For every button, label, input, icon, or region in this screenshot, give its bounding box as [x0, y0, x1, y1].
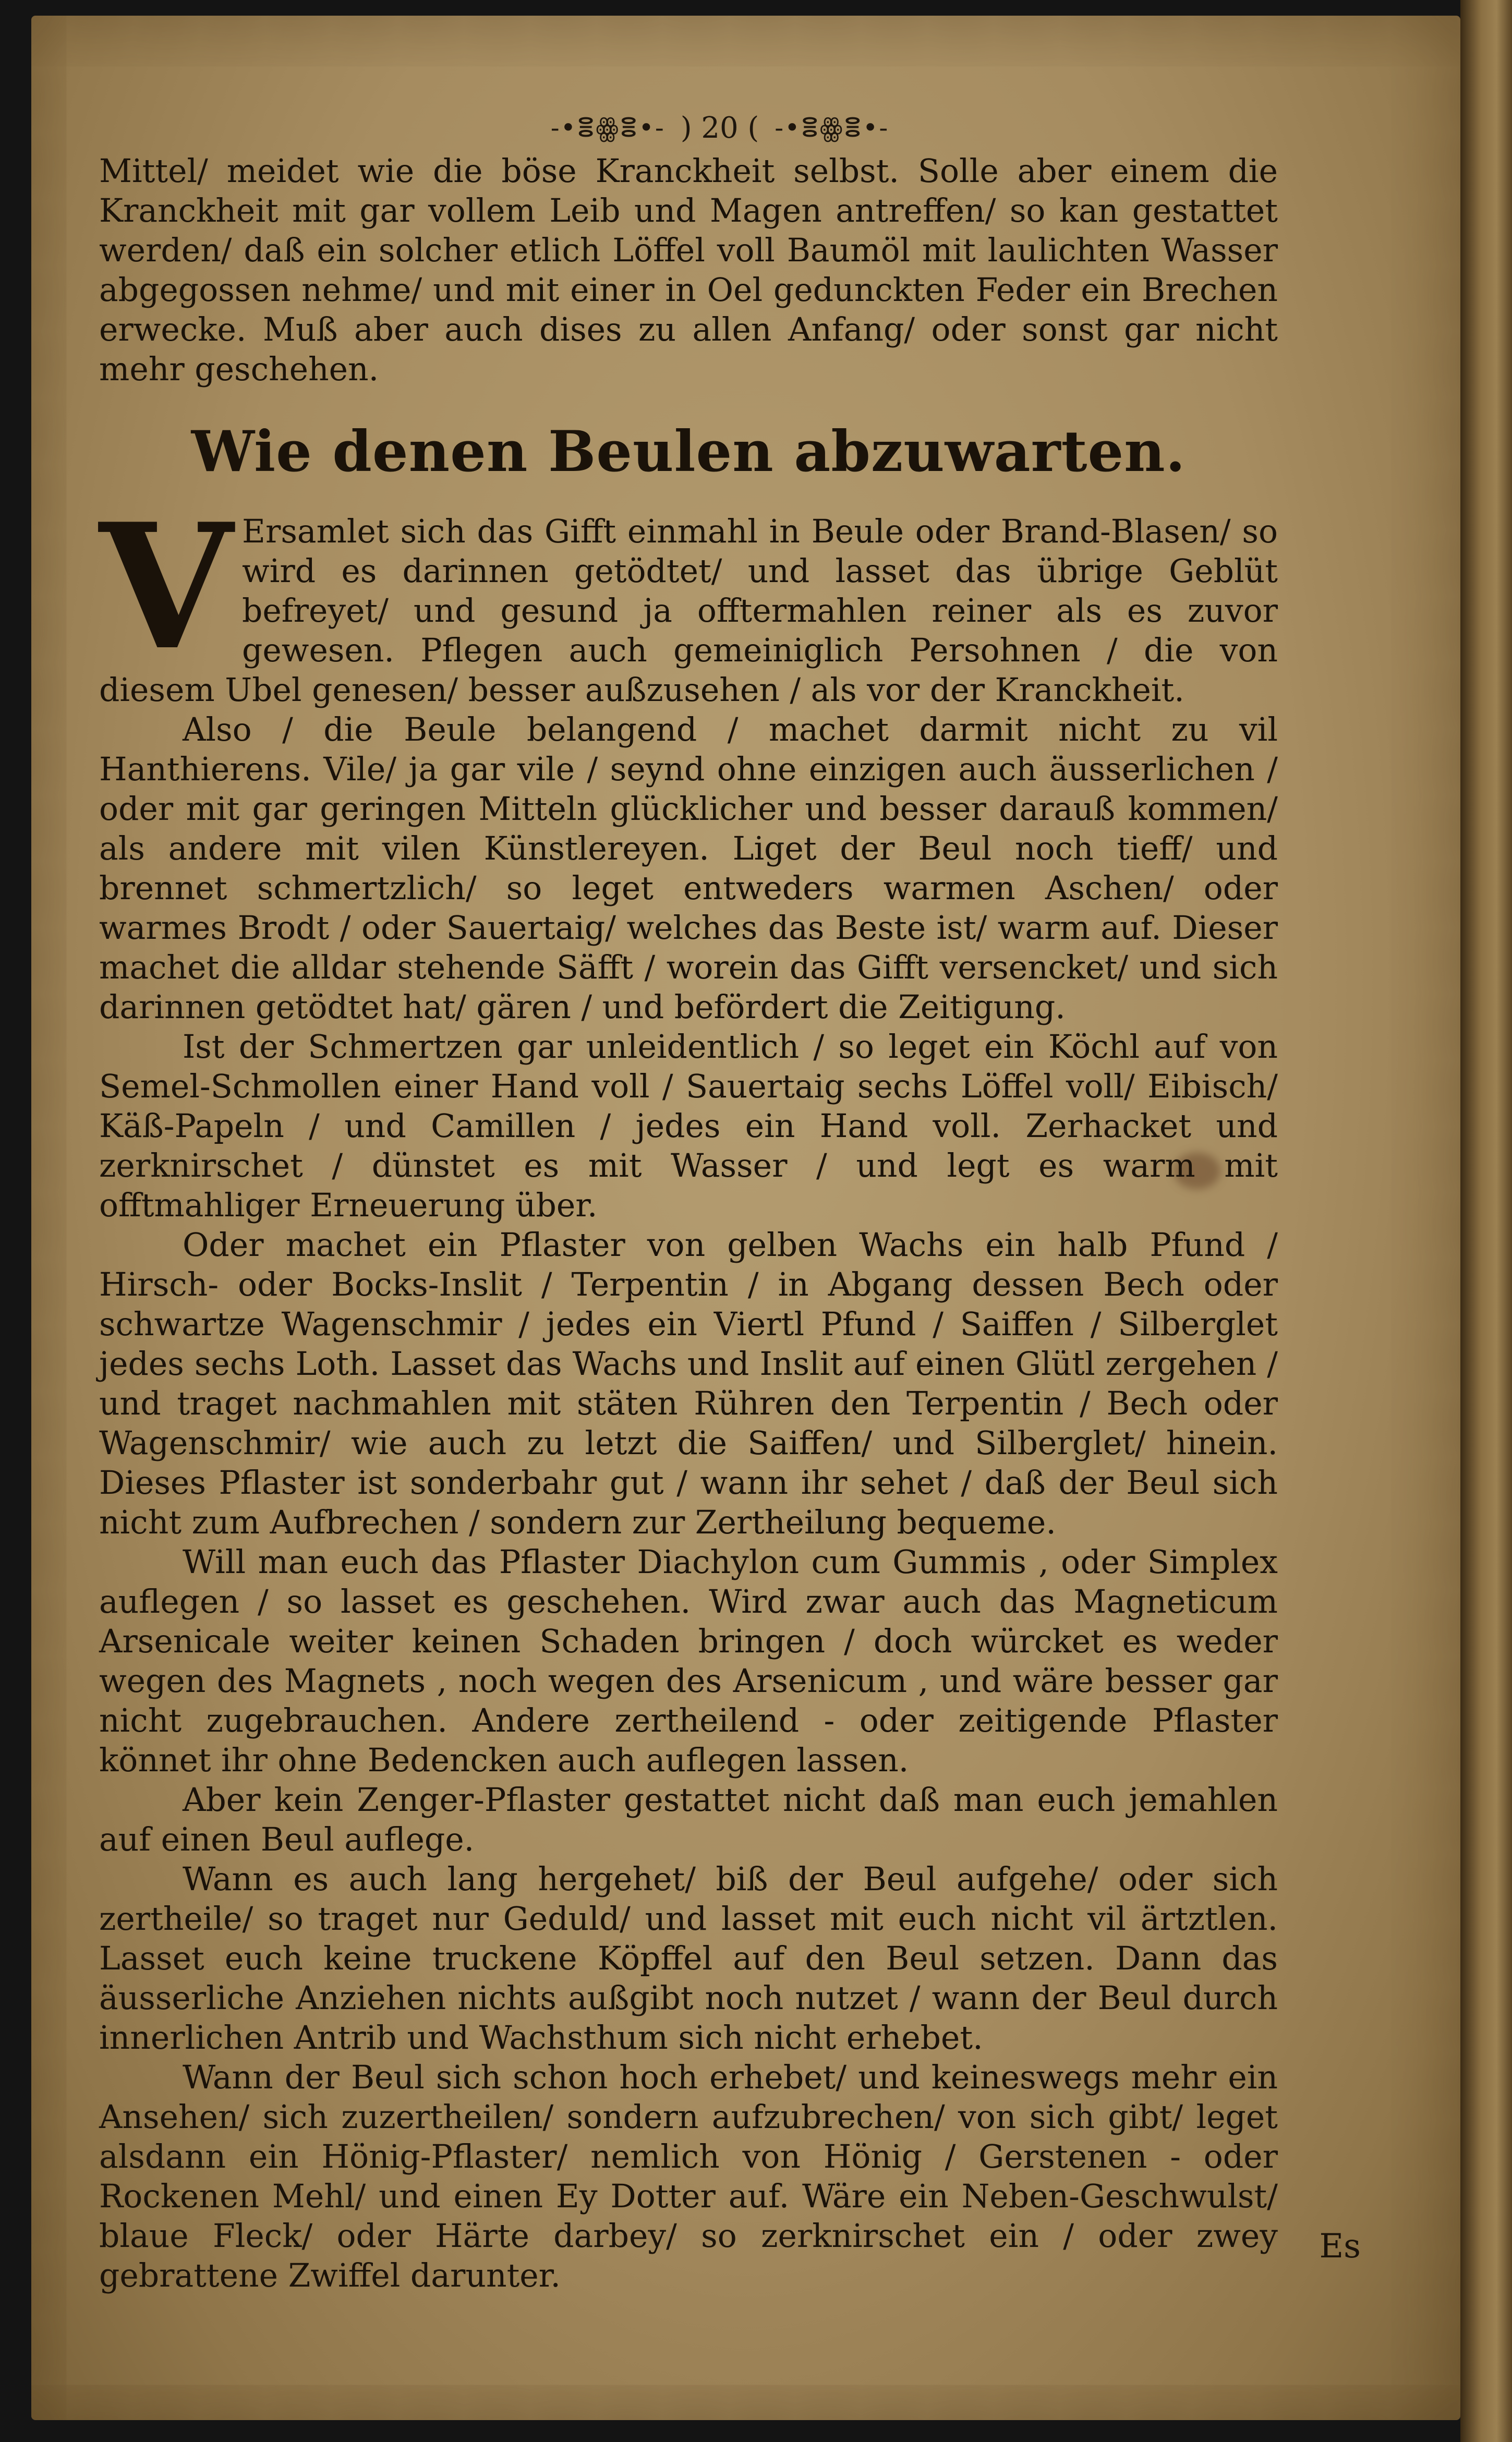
paragraph-4: Oder machet ein Pflaster von gelben Wachs ein halb Pfund / Hirsch- oder Bocks-Inslit / Terpentin / in Abgang dessen Bech oder schwartze Wagenschmir / jedes ein Viertl Pfund / Saiffen / Silberglet jedes sechs Loth. Lasset das Wachs und Inslit auf einen Glütl zergehen / und traget nachmahlen mit stäten Rühren den Terpentin / Bech oder Wagenschmir/ wie auch zu letzt die Saiffen/ und Silberglet/ hinein. Dieses Pflaster ist sonderbahr gut / wann ihr sehet / daß der Beul sich nicht zum Aufbrechen / sondern zur Zertheilung bequeme. — [99, 1226, 1278, 1541]
page-number: ) 20 ( — [680, 111, 759, 145]
paragraph-5: Will man euch das Pflaster Diachylon cum Gummis , oder Simplex auflegen / so lasset es geschehen. Wird zwar auch das Magneticum Arsenicale weiter keinen Schaden bringen / doch würcket es weder wegen des Magnets , noch wegen des Arsenicum , und wäre besser gar nicht zugebrauchen. Andere zertheilend - oder zeitigende Pflaster könnet ihr ohne Bedencken auch auflegen lassen. — [99, 1543, 1278, 1779]
paragraph-1-text: Ersamlet sich das Gifft einmahl in Beule oder Brand-Blasen/ so wird es darinnen getödtet/ und lasset das übrige Geblüt befreyet/ und gesund ja offtermahlen reiner als es zuvor gewesen. Pflegen auch gemeiniglich Persohnen / die von diesem Ubel genesen/ besser außzusehen / als vor der Kranckheit. — [99, 513, 1278, 709]
left-ornament: -•ⴻꙮⴻ•- — [550, 113, 665, 143]
paragraph-3: Ist der Schmertzen gar unleidentlich / so leget ein Köchl auf von Semel-Schmollen einer Hand voll / Sauertaig sechs Löffel voll/ Eibisch/ Käß-Papeln / und Camillen / jedes ein Hand voll. Zerhacket und zerknirschet / dünstet es mit Wasser / und legt es warm mit offtmahliger Erneuerung über. — [99, 1028, 1278, 1224]
drop-cap: V — [99, 486, 233, 688]
next-page-edge — [1460, 0, 1512, 2442]
paragraph-7: Wann es auch lang hergehet/ biß der Beul aufgehe/ oder sich zertheile/ so traget nur Geduld/ und lasset mit euch nicht vil ärtztlen. Lasset euch keine truckene Köpffel auf den Beul setzen. Dann das äusserliche Anziehen nichts außgibt noch nutzet / wann der Beul durch innerlichen Antrib und Wachsthum sich nicht erhebet. — [99, 1860, 1278, 2057]
catchword: Es — [1319, 2227, 1361, 2266]
page-header — [522, 104, 918, 151]
paragraph-6: Aber kein Zenger-Pflaster gestattet nicht daß man euch jemahlen auf einen Beul auflege. — [99, 1781, 1278, 1858]
section-heading: Wie denen Beulen abzuwarten. — [191, 419, 1186, 485]
paragraph-continued: Mittel/ meidet wie die böse Kranckheit selbst. Solle aber einem die Kranckheit mit gar vollem Leib und Magen antreffen/ so kan gestattet werden/ daß ein solcher etlich Löffel voll Baumöl mit laulichten Wasser abgegossen nehme/ und mit einer in Oel gedunckten Feder ein Brechen erwecke. Muß aber auch dises zu allen Anfang/ oder sonst gar nicht mehr geschehen. — [99, 152, 1278, 388]
paragraph-1 — [99, 486, 1278, 710]
right-ornament: -•ⴻꙮⴻ•- — [775, 113, 889, 143]
paragraph-2: Also / die Beule belangend / machet darmit nicht zu vil Hanthierens. Vile/ ja gar vile / seynd ohne einzigen auch äusserlichen / oder mit gar geringen Mitteln glücklicher und besser darauß kommen/ als andere mit vilen Künstlereyen. Liget der Beul noch tieff/ und brennet schmertzlich/ so leget entweders warmen Aschen/ oder warmes Brodt / oder Sauertaig/ welches das Beste ist/ warm auf. Dieser machet die alldar stehende Säfft / worein das Gifft versencket/ und sich darinnen getödtet hat/ gären / und befördert die Zeitigung. — [99, 711, 1278, 1026]
paragraph-8: Wann der Beul sich schon hoch erhebet/ und keineswegs mehr ein Ansehen/ sich zuzertheilen/ sondern aufzubrechen/ von sich gibt/ leget alsdann ein Hönig-Pflaster/ nemlich von Hönig / Gerstenen - oder Rockenen Mehl/ und einen Ey Dotter auf. Wäre ein Neben-Geschwulst/ blaue Fleck/ oder Härte darbey/ so zerknirschet ein / oder zwey gebrattene Zwiffel darunter. — [99, 2059, 1278, 2294]
body-text — [99, 151, 1278, 2295]
